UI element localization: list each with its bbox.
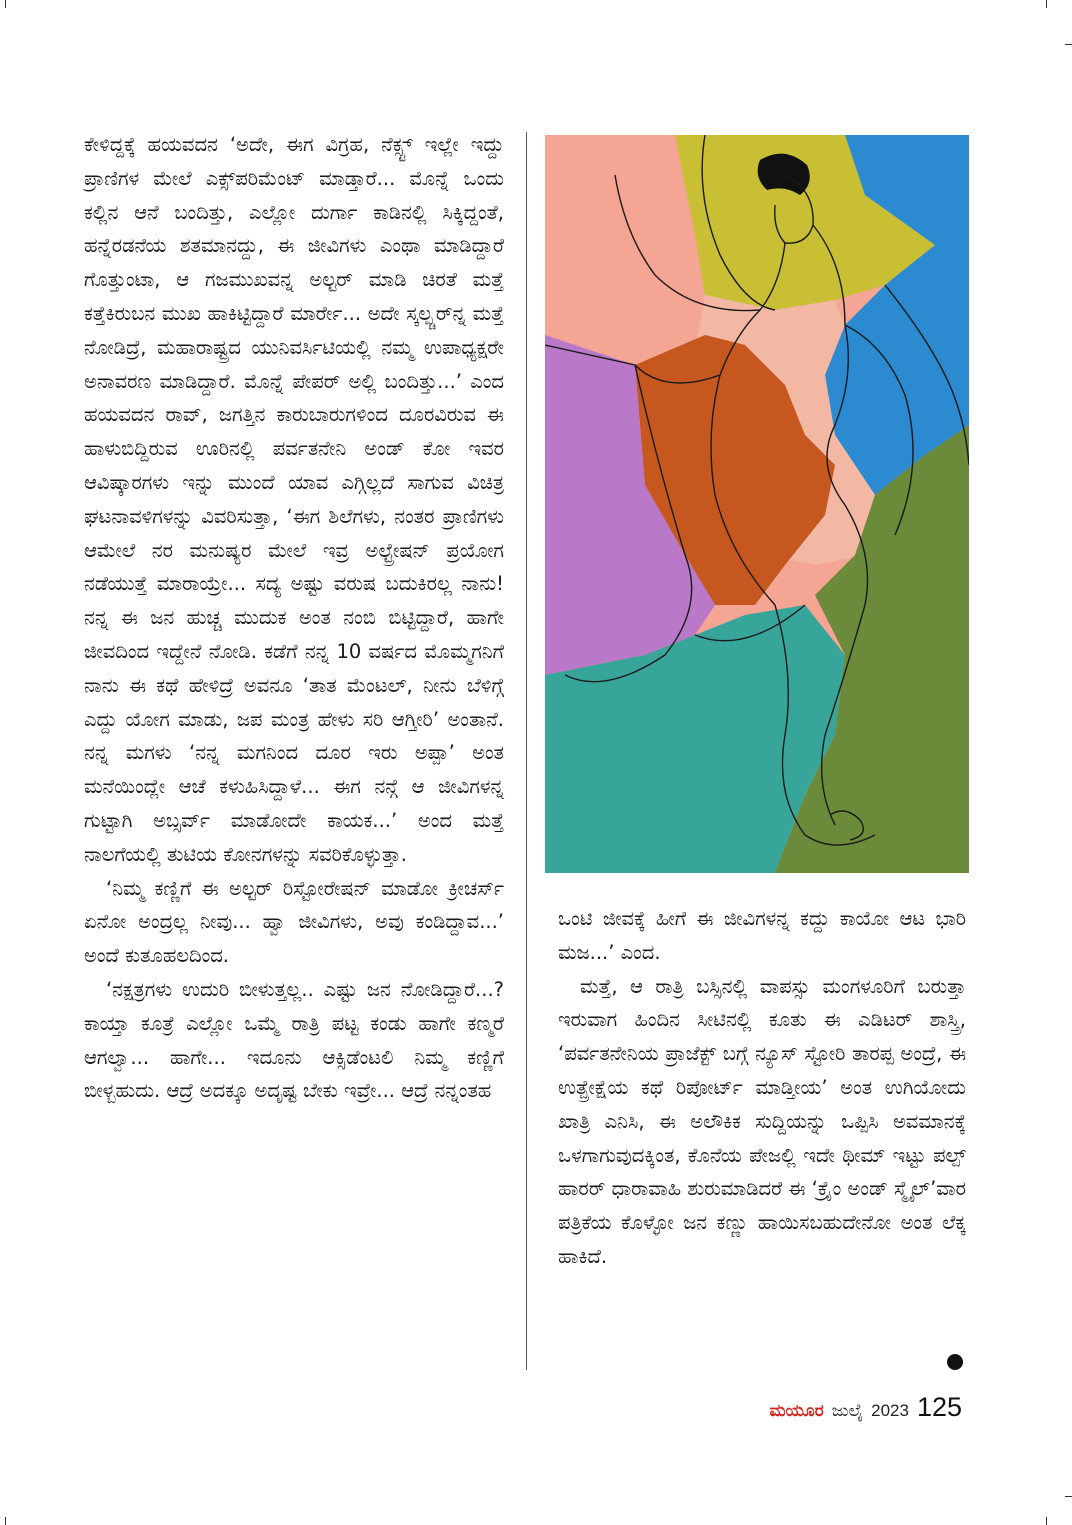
right-paragraph-2: ಮತ್ತೆ, ಆ ರಾತ್ರಿ ಬಸ್ಸಿನಲ್ಲಿ ವಾಪಸ್ಸು ಮಂಗಳೂರಿಗೆ ಬರುತ್ತಾ ಇರುವಾಗ ಹಿಂದಿನ ಸೀಟಿನಲ್ಲಿ ಕೂತು ಈ ಎಡಿಟರ್ ಶಾಸ್ತ್ರಿ, ‘ಪರ್ವತನೇನಿಯ ಪ್ರಾಜೆಕ್ಟ್ ಬಗ್ಗೆ ನ್ಯೂಸ್ ಸ್ಟೋರಿ ತಾರಪ್ಪ ಅಂದ್ರೆ, ಈ ಉತ್ಪ್ರೇಕ್ಷೆಯ ಕಥೆ ರಿಪೋರ್ಟ್ ಮಾಡ್ತೀಯ’ ಅಂತ ಉಗಿಯೋದು ಖಾತ್ರಿ ಎನಿಸಿ, ಈ ಅಲೌಕಿಕ ಸುದ್ದಿಯನ್ನು ಒಪ್ಪಿಸಿ ಅವಮಾನಕ್ಕೆ ಒಳಗಾಗುವುದಕ್ಕಿಂತ, ಕೊನೆಯ ಪೇಜಲ್ಲಿ ಇದೇ ಥೀಮ್ ಇಟ್ಟು ಪಲ್ಪ್ ಹಾರರ್ ಧಾರಾವಾಹಿ ಶುರುಮಾಡಿದರೆ ಈ ‘ಕ್ರೈಂ ಅಂಡ್ ಸ್ಮೈಲ್’ವಾರ ಪತ್ರಿಕೆಯ ಕೊಳ್ಳೋ ಜನ ಕಣ್ಣು ಹಾಯಿಸಬಹುದೇನೋ ಅಂತ ಲೆಕ್ಕ ಹಾಕಿದೆ. — [558, 974, 966, 1268]
left-text-column — [84, 128, 504, 1108]
left-paragraph-3: ‘ನಕ್ಷತ್ರಗಳು ಉದುರಿ ಬೀಳುತ್ತಲ್ಲ.. ಎಷ್ಟು ಜನ ನೋಡಿದ್ದಾರೆ...? ಕಾಯ್ತಾ ಕೂತ್ರೆ ಎಲ್ಲೋ ಒಮ್ಮೆ ರಾತ್ರಿ ಪಟ್ಟ ಕಂಡು ಹಾಗೇ ಕಣ್ಮರೆ ಆಗಲ್ವಾ... ಹಾಗೇ... ಇದೂನು ಆಕ್ಸಿಡೆಂಟಲಿ ನಿಮ್ಮ ಕಣ್ಣಿಗೆ ಬೀಳ್ಬಹುದು. ಆದ್ರೆ ಅದಕ್ಕೂ ಅದೃಷ್ಟ ಬೇಕು ಇವ್ರೇ... ಆದ್ರೆ ನನ್ನಂತಹ — [84, 977, 504, 1103]
crop-mark-right-lower — [1065, 1496, 1072, 1497]
issue-month: ಜುಲೈ — [831, 1401, 864, 1421]
crop-mark-top-left — [5, 0, 6, 8]
crop-mark-bottom-right — [1046, 1517, 1047, 1525]
crop-mark-bottom-left — [5, 1517, 6, 1525]
right-paragraph-1: ಒಂಟಿ ಜೀವಕ್ಕೆ ಹೀಗೆ ಈ ಜೀವಿಗಳನ್ನ ಕದ್ದು ಕಾಯೋ ಆಟ ಭಾರಿ ಮಜ...’ ಎಂದ. — [558, 907, 966, 964]
magazine-name: ಮಯೂರ — [769, 1401, 824, 1421]
story-illustration — [545, 135, 969, 873]
issue-year: 2023 — [871, 1401, 909, 1420]
illustration-artwork — [545, 135, 969, 873]
left-paragraph-2: ‘ನಿಮ್ಮ ಕಣ್ಣಿಗೆ ಈ ಅಲ್ಟರ್ ರಿಸ್ಟೋರೇಷನ್ ಮಾಡೋ ಕ್ರೀಚರ್ಸ್ ಏನೋ ಅಂದ್ರಲ್ಲ ನೀವು... ಹ್ವಾ ಜೀವಿಗಳು, ಅವು ಕಂಡಿದ್ದಾವ...’ ಅಂದೆ ಕುತೂಹಲದಿಂದ. — [84, 876, 504, 968]
end-of-story-dot — [947, 1354, 963, 1370]
column-divider — [526, 132, 527, 1370]
crop-mark-right-upper — [1065, 44, 1072, 45]
crop-mark-top-right — [1046, 0, 1047, 8]
right-text-column — [558, 902, 966, 1274]
left-paragraph-1: ಕೇಳಿದ್ದಕ್ಕೆ ಹಯವದನ ‘ಅದೇ, ಈಗ ವಿಗ್ರಹ, ನೆಕ್ಸ್ಟ್ ಇಲ್ಲೇ ಇದ್ದು ಪ್ರಾಣಿಗಳ ಮೇಲೆ ಎಕ್ಸ್‌ಪರಿಮೆಂಟ್ ಮಾಡ್ತಾರೆ... ಮೊನ್ನೆ ಒಂದು ಕಲ್ಲಿನ ಆನೆ ಬಂದಿತ್ತು, ಎಲ್ಲೋ ದುರ್ಗಾ ಕಾಡಿನಲ್ಲಿ ಸಿಕ್ಕಿದ್ದಂತೆ, ಹನ್ನೆರಡನೆಯ ಶತಮಾನದ್ದು, ಈ ಜೀವಿಗಳು ಎಂಥಾ ಮಾಡಿದ್ದಾರೆ ಗೊತ್ತುಂಟಾ, ಆ ಗಜಮುಖವನ್ನ ಅಲ್ಟರ್ ಮಾಡಿ ಚಿರತೆ ಮತ್ತೆ ಕತ್ತೆಕಿರುಬನ ಮುಖ ಹಾಕಿಟ್ಟಿದ್ದಾರೆ ಮಾರ್ರೇ... ಅದೇ ಸ್ಕಲ್ಪ್ಚರ್‌ನ್ನ ಮತ್ತೆ ನೋಡಿದ್ರೆ, ಮಹಾರಾಷ್ಟ್ರದ ಯುನಿವರ್ಸಿಟಿಯಲ್ಲಿ ನಮ್ಮ ಉಪಾಧ್ಯಕ್ಷರೇ ಅನಾವರಣ ಮಾಡಿದ್ದಾರೆ. ಮೊನ್ನೆ ಪೇಪರ್ ಅಲ್ಲಿ ಬಂದಿತ್ತು...’ ಎಂದ ಹಯವದನ ರಾವ್, ಜಗತ್ತಿನ ಕಾರುಬಾರುಗಳಿಂದ ದೂರವಿರುವ ಈ ಹಾಳುಬಿದ್ದಿರುವ ಊರಿನಲ್ಲಿ ಪರ್ವತನೇನಿ ಅಂಡ್ ಕೋ ಇವರ ಆವಿಷ್ಕಾರಗಳು ಇನ್ನು ಮುಂದೆ ಯಾವ ಎಗ್ಗಿಲ್ಲದೆ ಸಾಗುವ ವಿಚಿತ್ರ ಘಟನಾವಳಿಗಳನ್ನು ವಿವರಿಸುತ್ತಾ, ‘ಈಗ ಶಿಲೆಗಳು, ನಂತರ ಪ್ರಾಣಿಗಳು ಆಮೇಲೆ ನರ ಮನುಷ್ಯರ ಮೇಲೆ ಇವ್ರ ಅಲ್ಟ್ರೇಷನ್ ಪ್ರಯೋಗ ನಡೆಯುತ್ತೆ ಮಾರಾಯ್ರೇ... ಸದ್ಯ ಅಷ್ಟು ವರುಷ ಬದುಕಿರಲ್ಲ ನಾನು! ನನ್ನ ಈ ಜನ ಹುಚ್ಚ ಮುದುಕ ಅಂತ ನಂಬಿ ಬಿಟ್ಟಿದ್ದಾರೆ, ಹಾಗೇ ಜೀವದಿಂದ ಇದ್ದೇನೆ ನೋಡಿ. ಕಡೆಗೆ ನನ್ನ 10 ವರ್ಷದ ಮೊಮ್ಮಗನಿಗೆ ನಾನು ಈ ಕಥೆ ಹೇಳಿದ್ರೆ ಅವನೂ ‘ತಾತ ಮೆಂಟಲ್, ನೀನು ಬೆಳಿಗ್ಗೆ ಎದ್ದು ಯೋಗ ಮಾಡು, ಜಪ ಮಂತ್ರ ಹೇಳು ಸರಿ ಆಗ್ತೀರಿ’ ಅಂತಾನೆ. ನನ್ನ ಮಗಳು ‘ನನ್ನ ಮಗನಿಂದ ದೂರ ಇರು ಅಪ್ಪಾ’ ಅಂತ ಮನೆಯಿಂದ್ಲೇ ಆಚೆ ಕಳುಹಿಸಿದ್ದಾಳೆ... ಈಗ ನನ್ಗೆ ಆ ಜೀವಿಗಳನ್ನ ಗುಟ್ಟಾಗಿ ಅಬ್ಸರ್ವ್ ಮಾಡೋದೇ ಕಾಯಕ...’ ಅಂದ ಮತ್ತೆ ನಾಲಗೆಯಲ್ಲಿ ತುಟಿಯ ಕೋನಗಳನ್ನು ಸವರಿಕೊಳ್ಳುತ್ತಾ. — [84, 133, 504, 866]
page-number: 125 — [916, 1392, 962, 1422]
page-footer — [770, 1392, 963, 1423]
